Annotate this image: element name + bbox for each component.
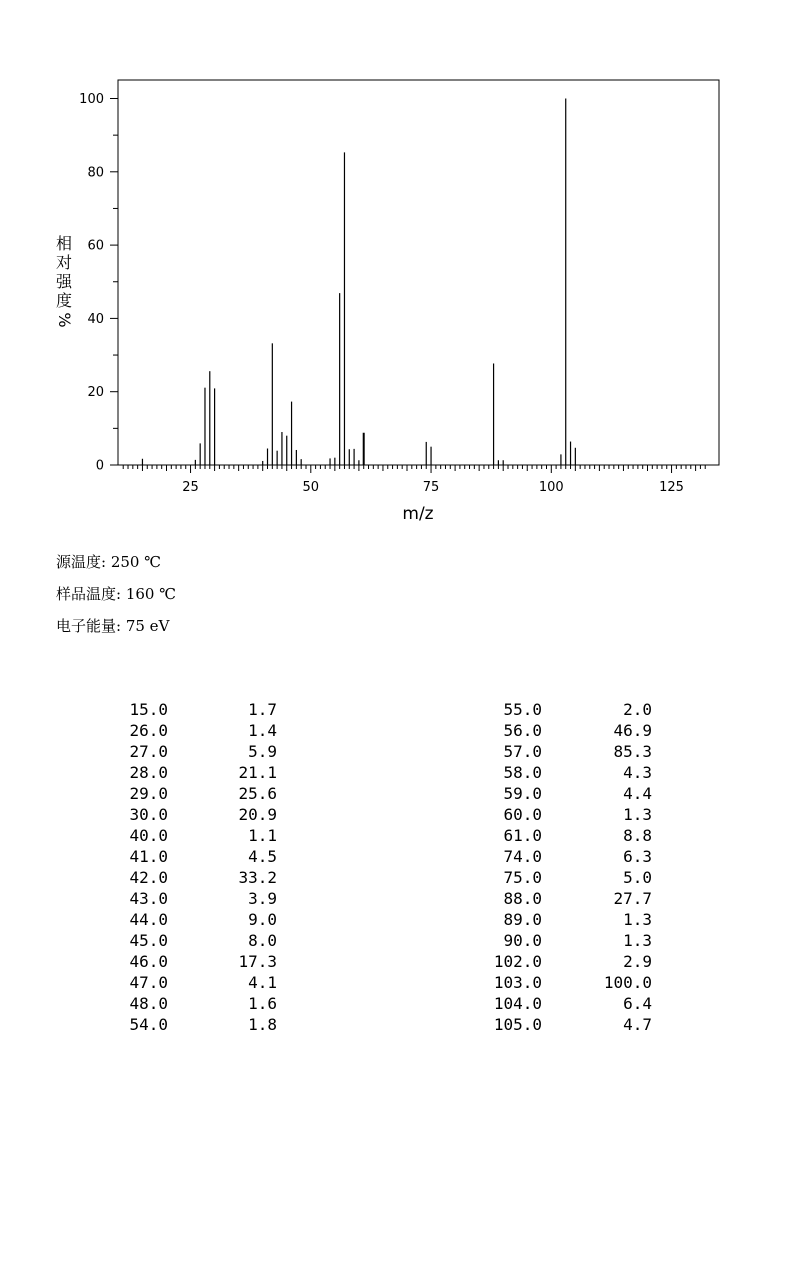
table-row — [380, 1014, 680, 1035]
mz-value: 90.0 — [503, 931, 542, 950]
intensity-value: 4.7 — [623, 1015, 652, 1034]
intensity-value: 6.3 — [623, 847, 652, 866]
mz-value: 102.0 — [493, 952, 542, 971]
table-row — [380, 825, 680, 846]
table-row — [0, 867, 300, 888]
mz-value: 58.0 — [503, 763, 542, 782]
mz-value: 47.0 — [129, 973, 168, 992]
electron-energy: 电子能量: 75 eV — [56, 617, 170, 635]
source-temperature: 源温度: 250 ℃ — [56, 553, 162, 571]
table-row — [380, 741, 680, 762]
table-row — [380, 783, 680, 804]
table-row — [380, 699, 680, 720]
x-tick-label: 50 — [302, 480, 320, 495]
sample-temperature: 样品温度: 160 ℃ — [56, 585, 177, 603]
intensity-value: 1.1 — [248, 826, 277, 845]
intensity-value: 27.7 — [613, 889, 652, 908]
mz-value: 46.0 — [129, 952, 168, 971]
intensity-value: 4.1 — [248, 973, 277, 992]
table-row — [0, 825, 300, 846]
mz-value: 43.0 — [129, 889, 168, 908]
y-axis-label — [55, 234, 74, 328]
table-row — [0, 846, 300, 867]
x-tick-label: 100 — [538, 480, 564, 495]
y-axis-label-char: % — [55, 312, 74, 328]
x-tick-label: 125 — [659, 480, 684, 495]
intensity-value: 8.0 — [248, 931, 277, 950]
intensity-value: 33.2 — [238, 868, 277, 887]
table-row — [0, 762, 300, 783]
plot-frame — [118, 80, 719, 465]
axes — [79, 92, 705, 495]
intensity-value: 46.9 — [613, 721, 652, 740]
mz-value: 89.0 — [503, 910, 542, 929]
mz-value: 44.0 — [129, 910, 168, 929]
y-axis-label-char: 对 — [55, 253, 73, 272]
mz-value: 105.0 — [493, 1015, 542, 1034]
table-row — [380, 762, 680, 783]
mz-value: 28.0 — [129, 763, 168, 782]
intensity-value: 4.3 — [623, 763, 652, 782]
intensity-value: 2.0 — [623, 700, 652, 719]
intensity-value: 9.0 — [248, 910, 277, 929]
intensity-value: 6.4 — [623, 994, 652, 1013]
mz-value: 26.0 — [129, 721, 168, 740]
table-row — [0, 720, 300, 741]
mz-value: 88.0 — [503, 889, 542, 908]
table-row — [0, 972, 300, 993]
x-axis-label: m/z — [402, 504, 434, 524]
y-axis-label-char: 强 — [55, 272, 73, 291]
intensity-value: 3.9 — [248, 889, 277, 908]
intensity-value: 1.3 — [623, 805, 652, 824]
mz-value: 54.0 — [129, 1015, 168, 1034]
mz-value: 56.0 — [503, 721, 542, 740]
mz-value: 42.0 — [129, 868, 168, 887]
table-row — [380, 804, 680, 825]
intensity-value: 1.3 — [623, 910, 652, 929]
mz-value: 30.0 — [129, 805, 168, 824]
intensity-value: 1.6 — [248, 994, 277, 1013]
intensity-value: 1.7 — [248, 700, 277, 719]
y-tick-label: 100 — [79, 92, 104, 107]
table-row — [380, 720, 680, 741]
intensity-value: 2.9 — [623, 952, 652, 971]
mz-value: 27.0 — [129, 742, 168, 761]
mz-value: 60.0 — [503, 805, 542, 824]
intensity-value: 8.8 — [623, 826, 652, 845]
x-tick-label: 25 — [182, 480, 199, 495]
mz-value: 57.0 — [503, 742, 542, 761]
y-tick-label: 60 — [87, 238, 104, 254]
intensity-value: 1.4 — [248, 721, 277, 740]
y-axis-label-char: 度 — [55, 291, 73, 310]
mz-value: 59.0 — [503, 784, 542, 803]
mz-value: 45.0 — [129, 931, 168, 950]
mass-spectrum-chart — [0, 0, 794, 540]
table-row — [0, 909, 300, 930]
peak-table-left — [0, 699, 300, 1035]
mz-value: 48.0 — [129, 994, 168, 1013]
x-tick-label: 75 — [422, 480, 440, 495]
intensity-value: 25.6 — [238, 784, 277, 803]
intensity-value: 21.1 — [238, 763, 277, 782]
y-axis-label-char: 相 — [55, 234, 73, 253]
mz-value: 104.0 — [493, 994, 542, 1013]
mz-value: 29.0 — [129, 784, 168, 803]
intensity-value: 1.8 — [248, 1015, 277, 1034]
intensity-value: 5.0 — [623, 868, 652, 887]
intensity-value: 5.9 — [248, 742, 277, 761]
table-row — [380, 888, 680, 909]
table-row — [0, 699, 300, 720]
table-row — [380, 867, 680, 888]
table-row — [0, 783, 300, 804]
table-row — [380, 972, 680, 993]
y-tick-label: 40 — [87, 311, 104, 327]
intensity-value: 4.5 — [248, 847, 277, 866]
table-row — [0, 888, 300, 909]
intensity-value: 17.3 — [238, 952, 277, 971]
mz-value: 74.0 — [503, 847, 542, 866]
table-row — [0, 930, 300, 951]
intensity-value: 20.9 — [238, 805, 277, 824]
spectrum-peaks — [142, 99, 575, 466]
y-tick-label: 20 — [87, 385, 104, 401]
table-row — [0, 993, 300, 1014]
mz-value: 40.0 — [129, 826, 168, 845]
mz-value: 41.0 — [129, 847, 168, 866]
intensity-value: 4.4 — [623, 784, 652, 803]
mz-value: 15.0 — [129, 700, 168, 719]
table-row — [380, 993, 680, 1014]
table-row — [380, 951, 680, 972]
table-row — [380, 846, 680, 867]
y-tick-label: 0 — [95, 458, 104, 474]
intensity-value: 100.0 — [603, 973, 652, 992]
mz-value: 75.0 — [503, 868, 542, 887]
mz-value: 55.0 — [503, 700, 542, 719]
peak-table-right — [380, 699, 680, 1035]
table-row — [0, 951, 300, 972]
table-row — [380, 909, 680, 930]
table-row — [0, 1014, 300, 1035]
mz-value: 103.0 — [493, 973, 542, 992]
table-row — [380, 930, 680, 951]
y-tick-label: 80 — [87, 165, 104, 181]
table-row — [0, 741, 300, 762]
intensity-value: 1.3 — [623, 931, 652, 950]
mz-value: 61.0 — [503, 826, 542, 845]
table-row — [0, 804, 300, 825]
intensity-value: 85.3 — [613, 742, 652, 761]
